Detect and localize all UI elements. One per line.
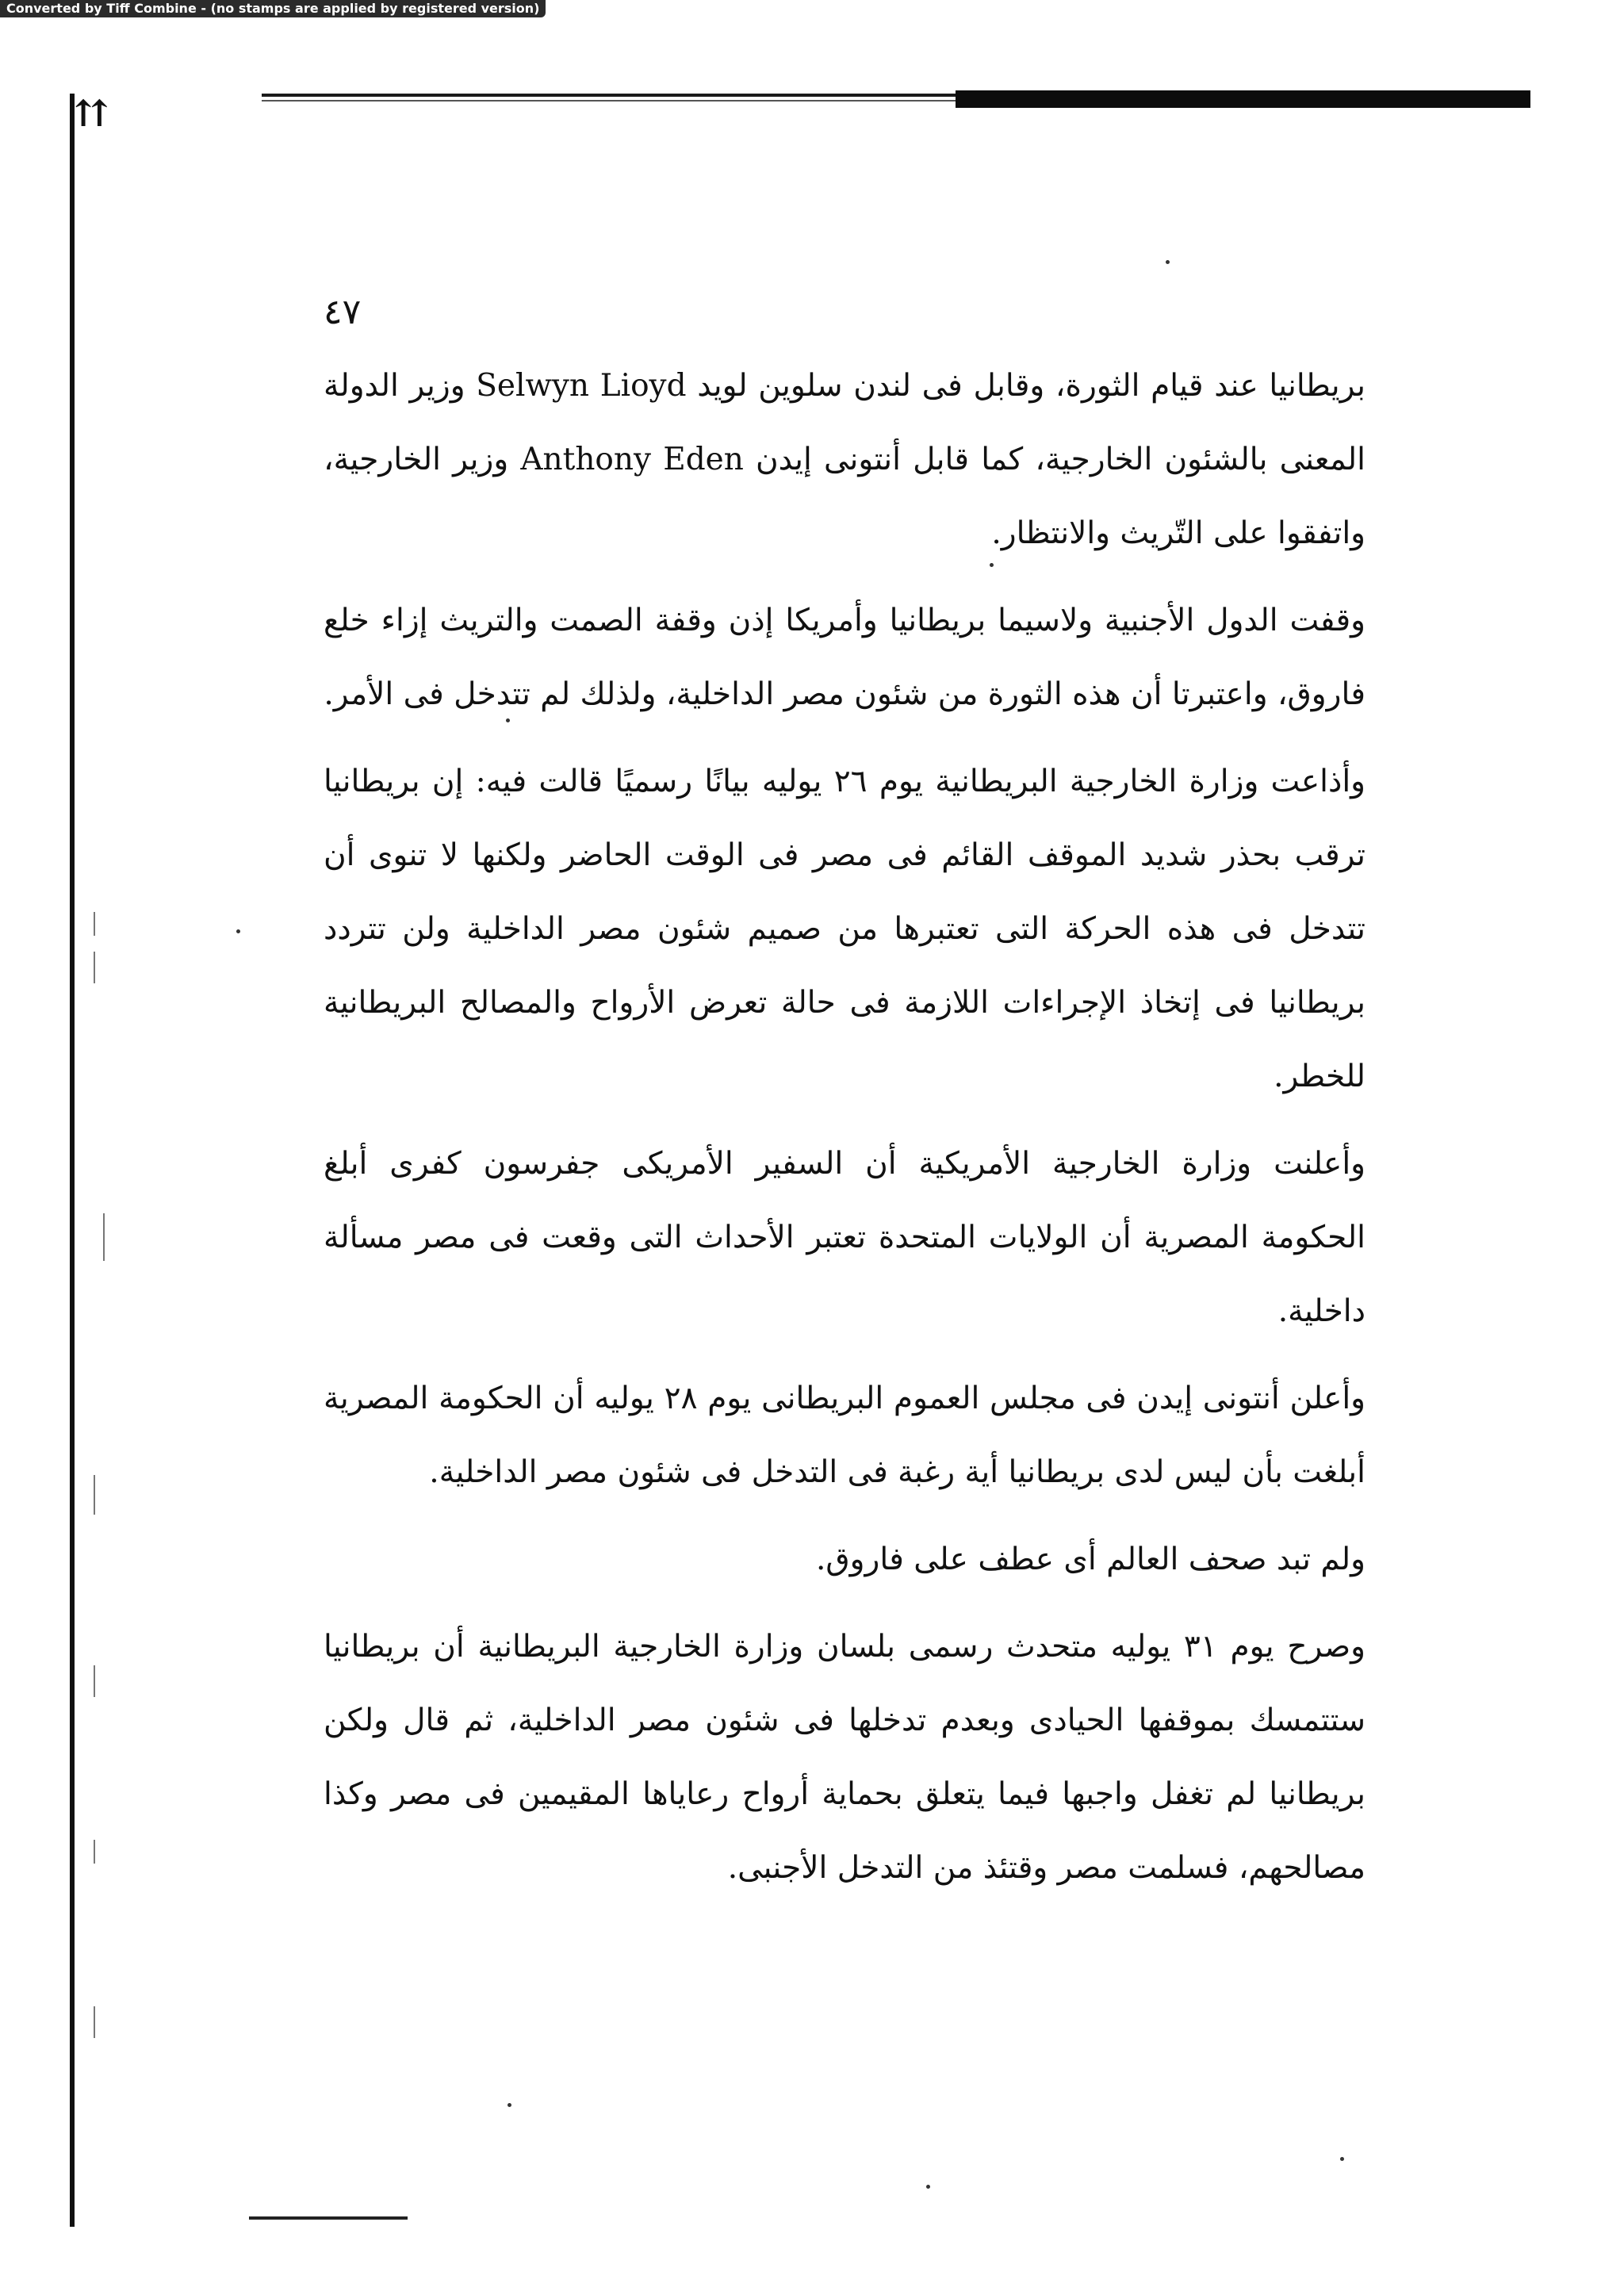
page-number: ٤٧	[324, 292, 362, 332]
scan-speck	[1166, 260, 1170, 264]
scan-speck	[508, 2103, 511, 2107]
paragraph: وأذاعت وزارة الخارجية البريطانية يوم ٢٦ يوليه بيانًا رسميًا قالت فيه: إن بريطانيا ترقب بحذر شديد الموقف القائم فى مصر فى الوقت الحاضر ولكنها لا تنوى أن تتدخل فى هذه الحركة التى تعتبرها من صميم شئون مصر الداخلية ولن تتردد بريطانيا فى إتخاذ الإجراءات اللازمة فى حالة تعرض الأرواح والمصالح البريطانية للخطر.	[324, 764, 1365, 1094]
header-rule-faint	[262, 100, 959, 102]
paragraph: وقفت الدول الأجنبية ولاسيما بريطانيا وأمريكا إذن وقفة الصمت والتريث إزاء خلع فاروق، واعتبرتا أن هذه الثورة من شئون مصر الداخلية، ولذلك لم تتدخل فى الأمر.	[324, 603, 1365, 712]
paragraph: ولم تبد صحف العالم أى عطف على فاروق.	[816, 1542, 1365, 1577]
paragraph: وأعلن أنتونى إيدن فى مجلس العموم البريطانى يوم ٢٨ يوليه أن الحكومة المصرية أبلغت بأن ليس لدى بريطانيا أية رغبة فى التدخل فى شئون مصر الداخلية.	[324, 1381, 1366, 1490]
paragraph: بريطانيا عند قيام الثورة، وقابل فى لندن سلوين لويد Selwyn Lioyd وزير الدولة المعنى بالشئون الخارجية، كما قابل أنتونى إيدن Anthony Eden وزير الخارجية، واتفقوا على التّريث والانتظار.	[324, 368, 1365, 551]
paragraph: وأعلنت وزارة الخارجية الأمريكية أن السفير الأمريكى جفرسون كفرى أبلغ الحكومة المصرية أن الولايات المتحدة تعتبر الأحداث التى وقعت فى مصر مسألة داخلية.	[324, 1146, 1365, 1329]
scan-speck	[236, 929, 240, 933]
scan-artifact	[94, 1665, 95, 1697]
paragraph: وصرح يوم ٣١ يوليه متحدث رسمى بلسان وزارة الخارجية البريطانية أن بريطانيا ستتمسك بموقفها الحيادى وبعدم تدخلها فى شئون مصر الداخلية، ثم قال ولكن بريطانيا لم تغفل واجبها فيما يتعلق بحماية أرواح رعاياها المقيمين فى مصر وكذا مصالحهم، فسلمت مصر وقتئذ من التدخل الأجنبى.	[324, 1629, 1365, 1886]
body-text	[324, 349, 1365, 1918]
conversion-banner: Converted by Tiff Combine - (no stamps are applied by registered version)	[0, 0, 546, 17]
footer-rule	[249, 2216, 408, 2220]
scan-artifact	[94, 1840, 95, 1864]
corner-mark: ⇈	[76, 92, 107, 135]
scan-artifact	[94, 952, 95, 983]
scan-artifact	[94, 2006, 95, 2038]
scan-speck	[1340, 2157, 1344, 2161]
scan-artifact	[103, 1213, 105, 1261]
page-left-edge	[70, 94, 75, 2227]
header-rule-thick	[956, 90, 1530, 108]
scan-artifact	[94, 912, 95, 936]
header-rule-thin	[262, 94, 959, 97]
scan-artifact	[94, 1475, 95, 1515]
scan-speck	[926, 2185, 930, 2189]
